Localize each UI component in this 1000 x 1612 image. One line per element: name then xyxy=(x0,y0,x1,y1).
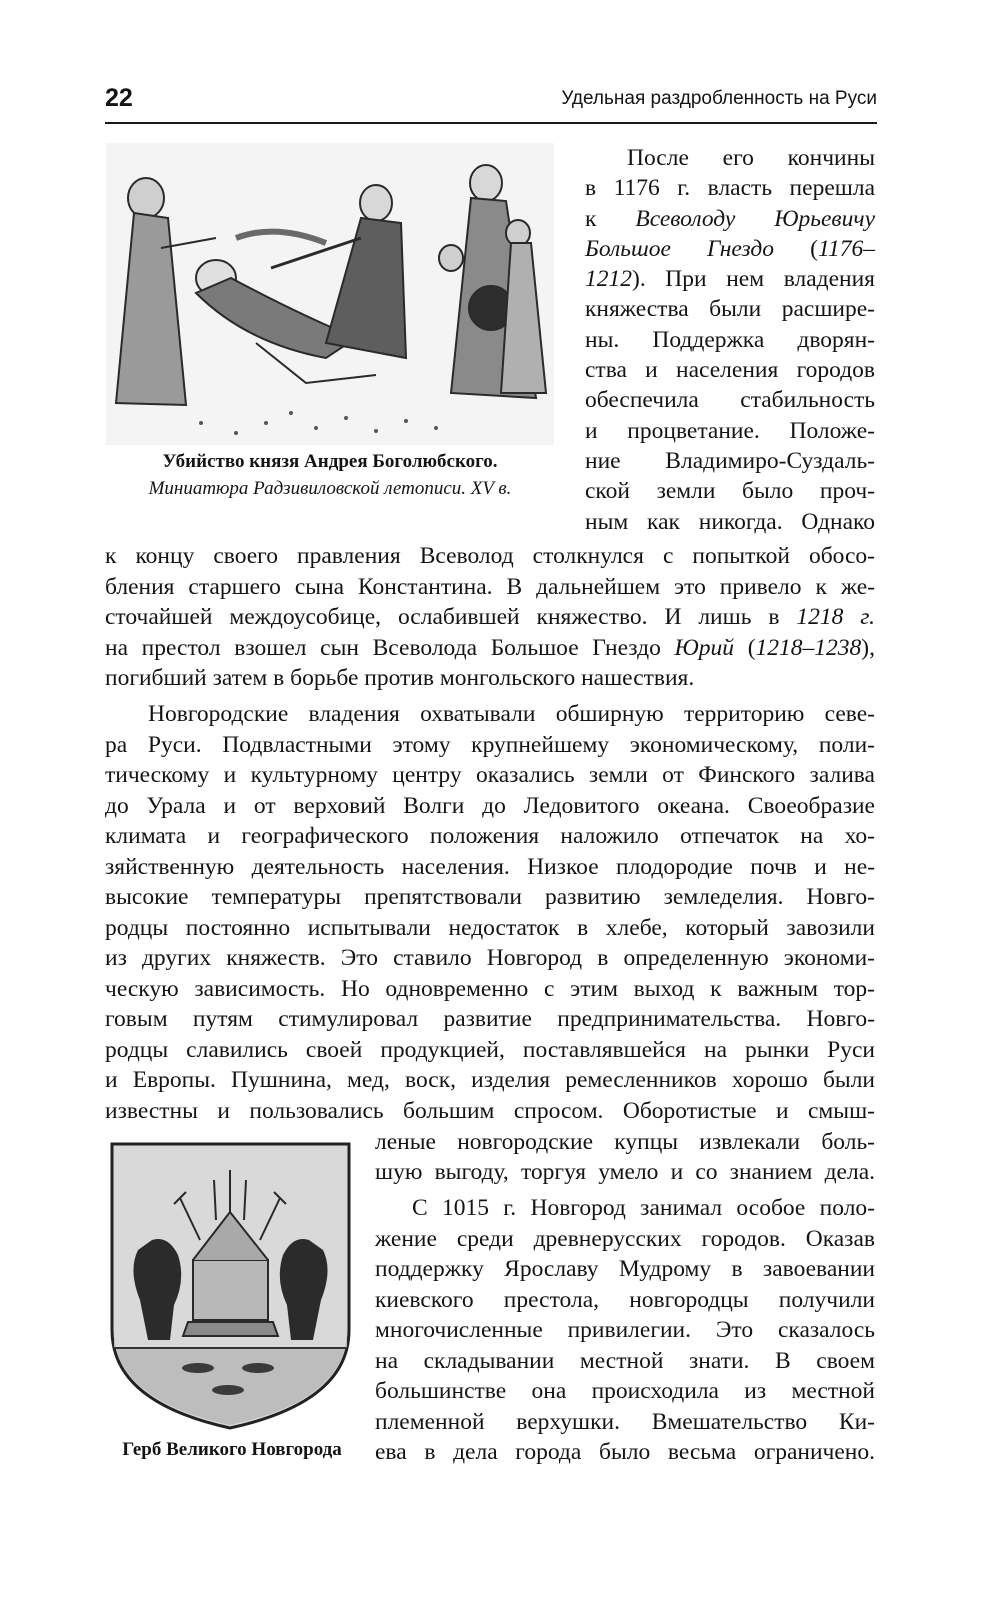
page-number: 22 xyxy=(105,84,133,112)
text-line: Большое Гнездо (1176– xyxy=(585,236,875,262)
text-line: киевского престола, новгородцы получили xyxy=(375,1287,875,1313)
text-line: ным как никогда. Однако xyxy=(585,509,875,535)
text-line: ны. Поддержка дворян- xyxy=(585,327,875,353)
text-line: После его кончины xyxy=(627,145,875,171)
text-line: шую выгоду, торгуя умело и со знанием дела. xyxy=(375,1159,875,1185)
text-line: ческую зависимость. Но одновременно с этим выход к важным тор- xyxy=(105,976,875,1002)
text-line: и процветание. Положе- xyxy=(585,418,875,444)
figure2-caption: Герб Великого Новгорода xyxy=(122,1439,342,1460)
figure1-caption-title: Убийство князя Андрея Боголюбского. xyxy=(162,451,498,472)
miniature-illustration xyxy=(106,143,554,445)
text-line: известны и пользовались большим спросом. Оборотистые и смыш- xyxy=(105,1098,875,1124)
text-line: ской земли было проч- xyxy=(585,478,875,504)
text-line: 1212). При нем владения xyxy=(585,266,875,292)
text-line: племенной верхушки. Вмешательство Ки- xyxy=(375,1409,875,1435)
text-line: ние Владимиро-Суздаль- xyxy=(585,448,875,474)
text-line: до Урала и от верховий Волги до Ледовитого океана. Своеобразие xyxy=(105,793,875,819)
page-header xyxy=(105,78,877,124)
text-line: на складывании местной знати. В своем xyxy=(375,1348,875,1374)
text-line: погибший затем в борьбе против монгольского нашествия. xyxy=(105,665,695,691)
text-line: сточайшей междоусобице, ослабившей княжество. И лишь в 1218 г. xyxy=(105,604,876,630)
text-line: ра Руси. Подвластными этому крупнейшему экономическому, поли- xyxy=(105,732,875,758)
text-line: говым путям стимулировал развитие предпринимательства. Новго- xyxy=(105,1006,875,1032)
text-line: обеспечила стабильность xyxy=(585,387,875,413)
text-line: леные новгородские купцы извлекали боль- xyxy=(375,1129,875,1155)
text-line: большинстве она происходила из местной xyxy=(375,1378,875,1404)
text-line: и Европы. Пушнина, мед, воск, изделия ремесленников хорошо были xyxy=(105,1067,875,1093)
figure1-caption-source: Миниатюра Радзивиловской летописи. XV в. xyxy=(148,478,512,499)
text-line: в 1176 г. власть перешла xyxy=(585,175,875,201)
text-line: на престол взошел сын Всеволода Большое Гнездо Юрий (1218–1238), xyxy=(105,635,875,661)
text-line: родцы постоянно испытывали недостаток в хлебе, который завозили xyxy=(105,915,875,941)
text-line: Новгородские владения охватывали обширную территорию севе- xyxy=(148,701,875,727)
text-line: тическому и культурному центру оказались земли от Финского залива xyxy=(105,762,875,788)
text-line: зяйственную деятельность населения. Низкое плодородие почв и не- xyxy=(105,854,875,880)
text-line: климата и географического положения наложило отпечаток на хо- xyxy=(105,823,875,849)
coat-of-arms-image xyxy=(108,1140,353,1432)
text-line: ева в дела города было весьма ограничено. xyxy=(375,1439,875,1465)
text-line: жение среди древнерусских городов. Оказав xyxy=(375,1226,875,1252)
text-line: из других княжеств. Это ставило Новгород в определенную экономи- xyxy=(105,945,875,971)
figure1-caption xyxy=(106,448,554,502)
text-line: княжества были расшире- xyxy=(585,296,875,322)
running-title: Удельная раздробленность на Руси xyxy=(561,88,877,109)
text-line: многочисленные привилегии. Это сказалось xyxy=(375,1317,875,1343)
text-line: к Всеволоду Юрьевичу xyxy=(585,206,875,232)
text-line: к концу своего правления Всеволод столкнулся с попыткой обосо- xyxy=(105,543,875,569)
text-line: ства и населения городов xyxy=(585,357,875,383)
text-line: бления старшего сына Константина. В дальнейшем это привело к же- xyxy=(105,574,875,600)
text-line: поддержку Ярославу Мудрому в завоевании xyxy=(375,1256,875,1282)
text-line: высокие температуры препятствовали развитию земледелия. Новго- xyxy=(105,884,875,910)
text-line: родцы славились своей продукцией, поставлявшейся на рынки Руси xyxy=(105,1037,875,1063)
text-line: С 1015 г. Новгород занимал особое поло- xyxy=(412,1195,875,1221)
